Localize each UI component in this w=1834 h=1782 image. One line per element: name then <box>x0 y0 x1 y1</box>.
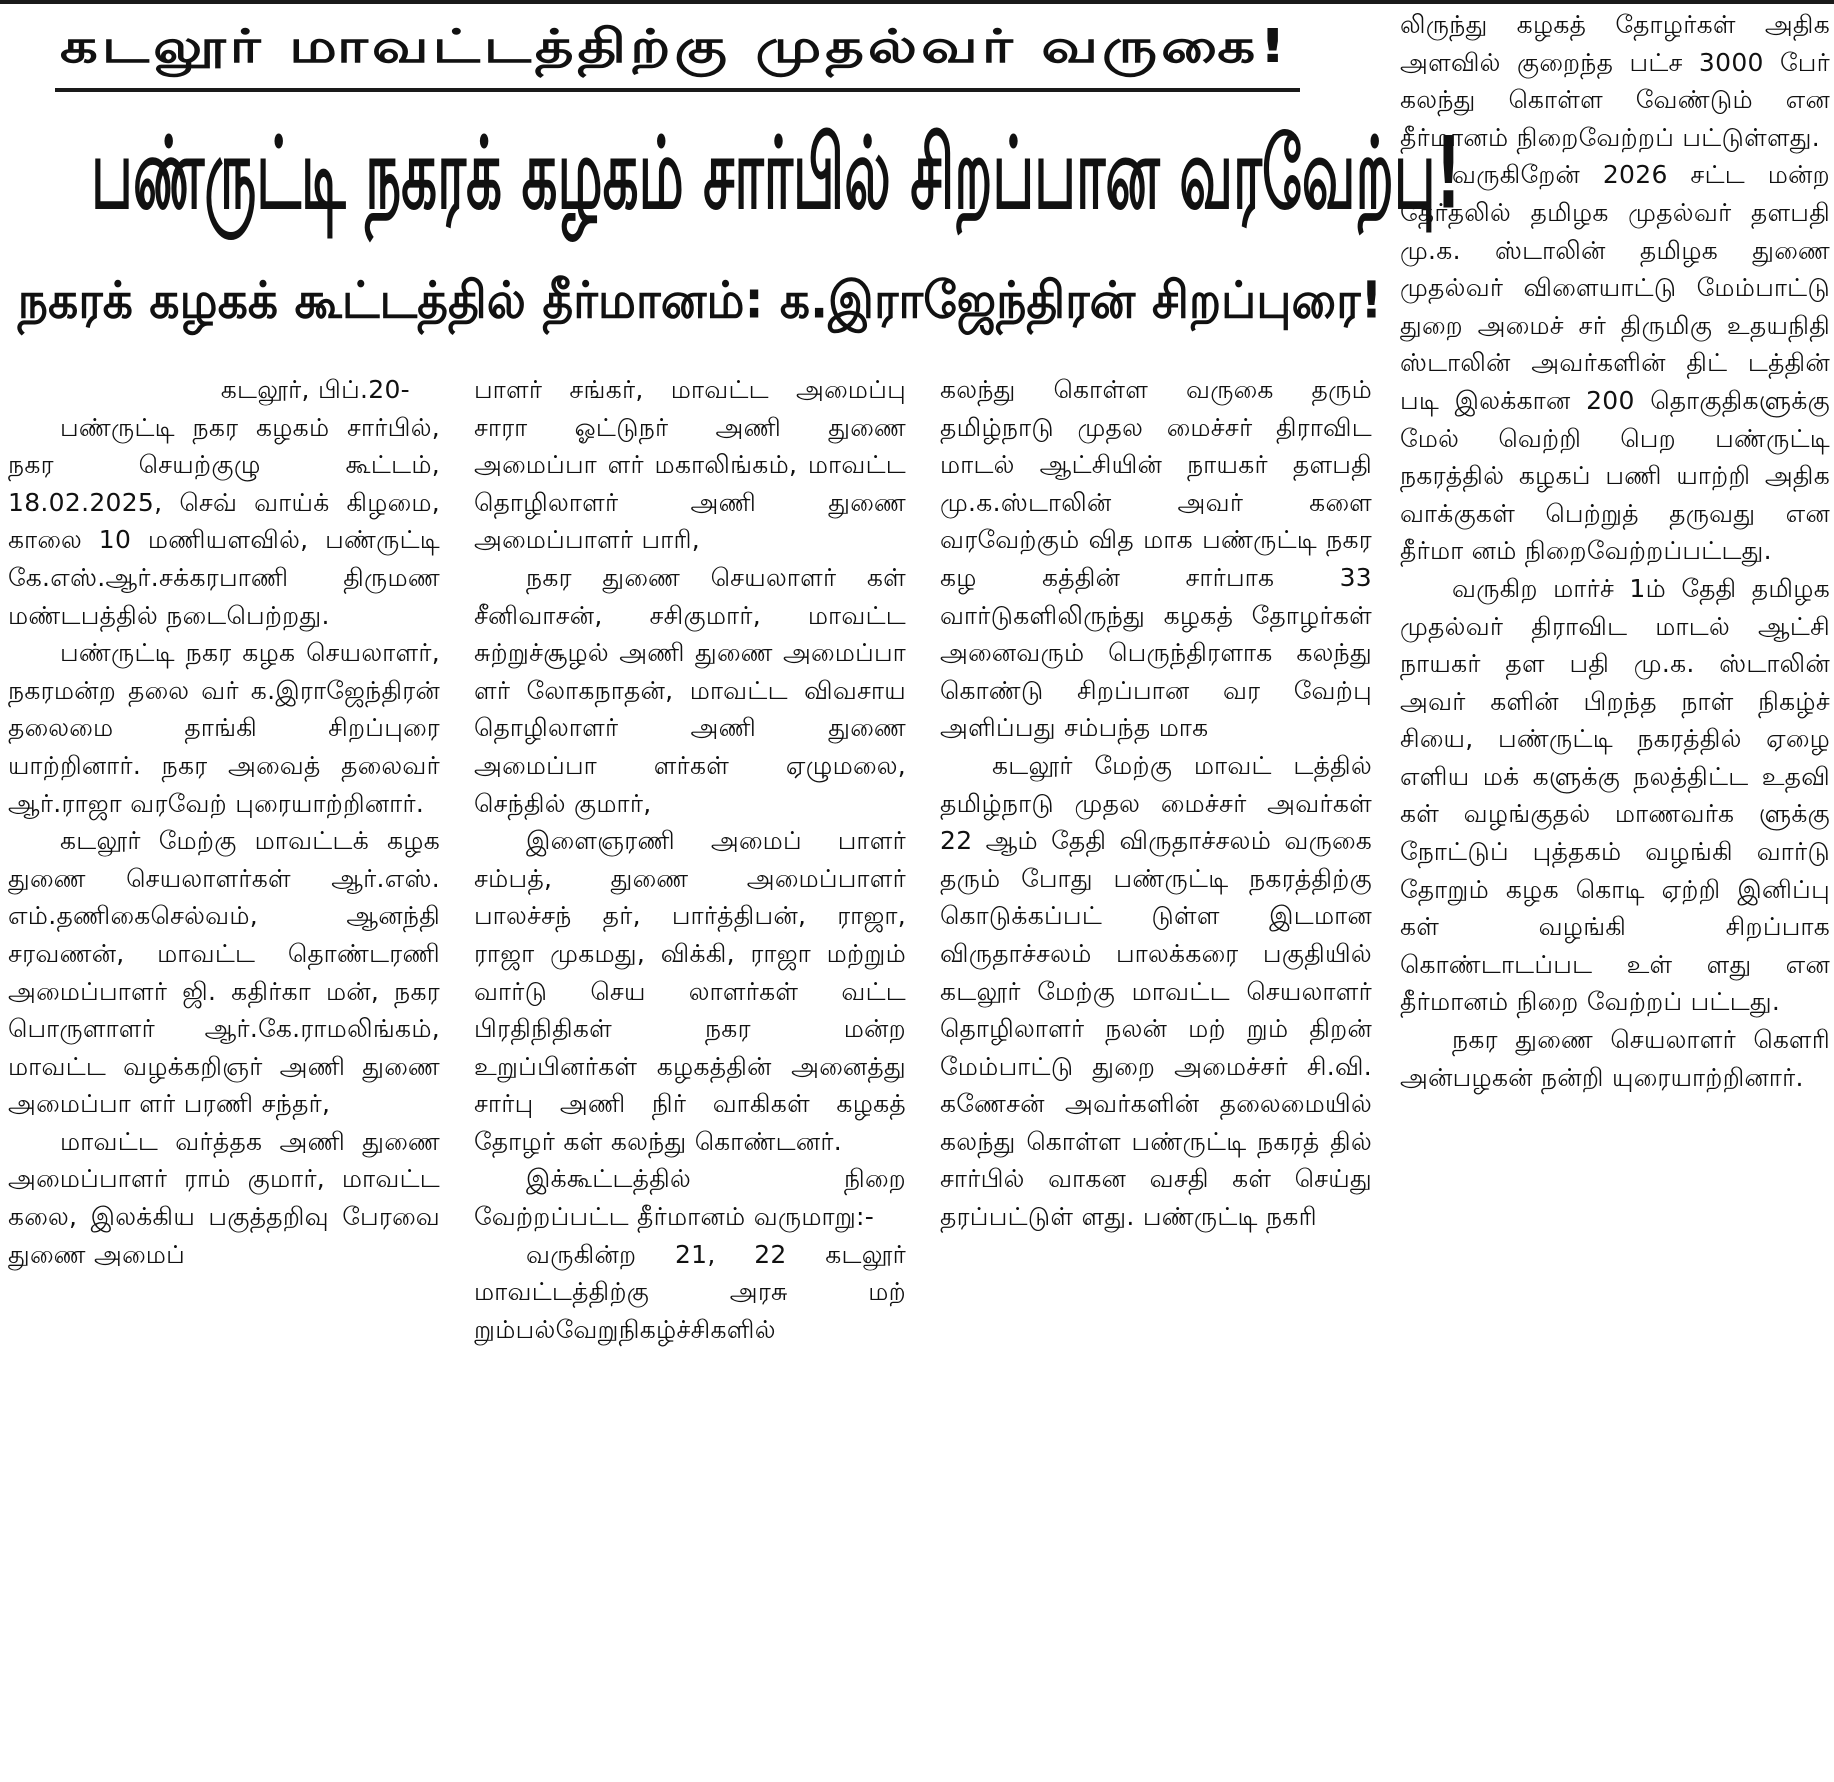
paragraph: இக்கூட்டத்தில் நிறை வேற்றப்பட்ட தீர்மானம் வருமாறு:- <box>474 1164 906 1232</box>
headline-block <box>0 0 1462 365</box>
paragraph: நகர துணை செயலாளர் கௌரி அன்பழகன் நன்றி யுரையாற்றினார். <box>1400 1025 1830 1092</box>
article-column-4 <box>1400 6 1830 1777</box>
paragraph: நகர துணை செயலாளர் கள் சீனிவாசன், சசிகுமார், மாவட்ட சுற்றுச்சூழல் அணி துணை அமைப்பா ளர் லோகநாதன், மாவட்ட விவசாய தொழிலாளர் அணி துணை அமைப்பா ளர்கள் ஏழுமலை, செந்தில் குமார், <box>474 562 906 818</box>
article-column-3 <box>940 371 1372 1777</box>
paragraph: வருகின்ற 21, 22 கடலூர் மாவட்டத்திற்கு அரசு மற் றும்பல்வேறுநிகழ்ச்சிகளில் <box>474 1239 906 1344</box>
paragraph: பண்ருட்டி நகர கழகம் சார்பில், நகர செயற்குழு கூட்டம், 18.02.2025, செவ் வாய்க் கிழமை, காலை 10 மணியளவில், பண்ருட்டி கே.எஸ்.ஆர்.சக்கரபாணி திருமண மண்டபத்தில் நடைபெற்றது. <box>8 412 440 630</box>
paragraph: வருகிறேன் 2026 சட்ட மன்ற தேர்தலில் தமிழக முதல்வர் தளபதி மு.க. ஸ்டாலின் தமிழக துணை முதல்வர் விளையாட்டு மேம்பாட்டு துறை அமைச் சர் திருமிகு உதயநிதி ஸ்டாலின் அவர்களின் திட் டத்தின் படி இலக்கான 200 தொகுதிகளுக்கு மேல் வெற்றி பெற பண்ருட்டி நகரத்தில் கழகப் பணி யாற்றி அதிக வாக்குகள் பெற்றுத் தருவது என தீர்மா னம் நிறைவேற்றப்பட்டது. <box>1400 160 1830 566</box>
paragraph: வருகிற மார்ச் 1ம் தேதி தமிழக முதல்வர் திராவிட மாடல் ஆட்சி நாயகர் தள பதி மு.க. ஸ்டாலின் அவர் களின் பிறந்த நாள் நிகழ்ச் சியை, பண்ருட்டி நகரத்தில் ஏழை எளிய மக் களுக்கு நலத்திட்ட உதவி கள் வழங்குதல் மாணவர்க ளுக்கு நோட்டுப் புத்தகம் வழங்கி வார்டு தோறும் கழக கொடி ஏற்றி இனிப்பு கள் வழங்கி சிறப்பாக கொண்டாடப்பட உள் ளது என தீர்மானம் நிறை வேற்றப் பட்டது. <box>1400 573 1830 1017</box>
sub-headline: நகரக் கழகக் கூட்டத்தில் தீர்மானம்: க.இராஜேந்திரன் சிறப்புரை! <box>17 272 1383 331</box>
paragraph: கடலூர் மேற்கு மாவட்டக் கழக துணை செயலாளர்கள் ஆர்.எஸ். எம்.தணிகைசெல்வம், ஆனந்தி சரவணன், மாவட்ட தொண்டரணி அமைப்பாளர் ஜி. கதிர்கா மன், நகர பொருளாளர் ஆர்.கே.ராமலிங்கம், மாவட்ட வழக்கறிஞர் அணி துணை அமைப்பா ளர் பரணி சந்தர், <box>8 826 440 1119</box>
dateline: கடலூர், பிப்.20- <box>220 375 410 404</box>
paragraph: கலந்து கொள்ள வருகை தரும் தமிழ்நாடு முதல மைச்சர் திராவிட மாடல் ஆட்சியின் நாயகர் தளபதி மு.க.ஸ்டாலின் அவர் களை வரவேற்கும் வித மாக பண்ருட்டி நகர கழ கத்தின் சார்பாக 33 வார்டுகளிலிருந்து கழகத் தோழர்கள் அனைவரும் பெருந்திரளாக கலந்து கொண்டு சிறப்பான வர வேற்பு அளிப்பது சம்பந்த மாக <box>940 375 1372 743</box>
main-headline: பண்ருட்டி நகரக் கழகம் சார்பில் சிறப்பான வரவேற்பு! <box>91 117 1462 233</box>
paragraph: பண்ருட்டி நகர கழக செயலாளர், நகரமன்ற தலை வர் க.இராஜேந்திரன் தலைமை தாங்கி சிறப்புரை யாற்றினார். நகர அவைத் தலைவர் ஆர்.ராஜா வரவேற் புரையாற்றினார். <box>8 638 440 818</box>
paragraph: மாவட்ட வர்த்தக அணி துணை அமைப்பாளர் ராம் குமார், மாவட்ட கலை, இலக்கிய பகுத்தறிவு பேரவை துணை அமைப் <box>8 1126 440 1269</box>
paragraph: லிருந்து கழகத் தோழர்கள் அதிக அளவில் குறைந்த பட்ச 3000 பேர் கலந்து கொள்ள வேண்டும் என தீர்மானம் நிறைவேற்றப் பட்டுள்ளது. <box>1400 10 1830 152</box>
paragraph: இளைஞரணி அமைப் பாளர் சம்பத், துணை அமைப்பாளர் பாலச்சந் தர், பார்த்திபன், ராஜா, ராஜா முகமது, விக்கி, ராஜா மற்றும் வார்டு செய லாளர்கள் வட்ட பிரதிநிதிகள் நகர மன்ற உறுப்பினர்கள் கழகத்தின் அனைத்து சார்பு அணி நிர் வாகிகள் கழகத் தோழர் கள் கலந்து கொண்டனர். <box>474 826 906 1156</box>
article-column-2 <box>474 371 906 1777</box>
paragraph: கடலூர் மேற்கு மாவட் டத்தில் தமிழ்நாடு முதல மைச்சர் அவர்கள் 22 ஆம் தேதி விருதாச்சலம் வருகை தரும் போது பண்ருட்டி நகரத்திற்கு கொடுக்கப்பட் டுள்ள இடமான விருதாச்சலம் பாலக்கரை பகுதியில் கடலூர் மேற்கு மாவட்ட செயலாளர் தொழிலாளர் நலன் மற் றும் திறன் மேம்பாட்டு துறை அமைச்சர் சி.வி. கணேசன் அவர்களின் தலைமையில் கலந்து கொள்ள பண்ருட்டி நகரத் தில் சார்பில் வாகன வசதி கள் செய்து தரப்பட்டுள் ளது. பண்ருட்டி நகரி <box>940 750 1372 1232</box>
kicker-headline: கடலூர் மாவட்டத்திற்கு முதல்வர் வருகை! <box>59 19 1291 73</box>
paragraph: பாளர் சங்கர், மாவட்ட அமைப்பு சாரா ஓட்டுநர் அணி துணை அமைப்பா ளர் மகாலிங்கம், மாவட்ட தொழிலாளர் அணி துணை அமைப்பாளர் பாரி, <box>474 375 906 555</box>
article-column-1 <box>8 371 440 1777</box>
